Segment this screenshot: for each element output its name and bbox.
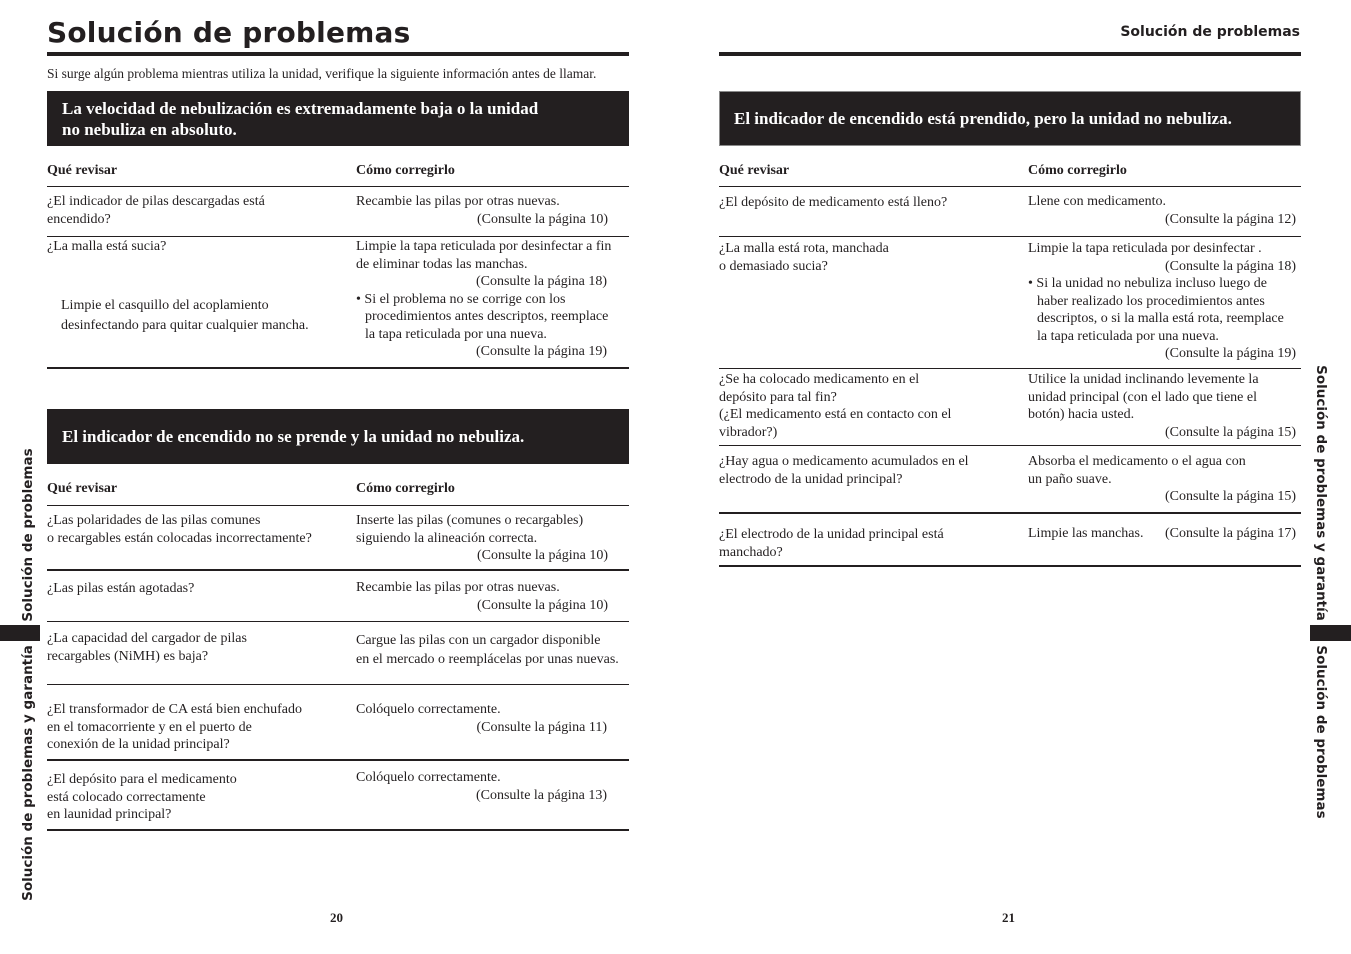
side-tab-marker <box>0 625 40 641</box>
section-banner-power-on-no-mist <box>719 91 1301 146</box>
table-divider <box>47 621 629 622</box>
check-text: ¿El transformador de CA está bien enchufado <box>47 702 303 717</box>
check-text: encendido? <box>47 211 111 227</box>
check-text: recargables (NiMH) es baja? <box>47 648 209 664</box>
fix-bullet-text: procedimientos antes descriptos, reemplace <box>365 309 609 324</box>
check-text: ¿La malla está sucia? <box>47 239 167 254</box>
table-row-check <box>47 512 347 547</box>
check-text: en launidad principal? <box>47 807 172 822</box>
page-reference: (Consulte la página 17) <box>1164 526 1296 541</box>
title-rule <box>47 52 629 56</box>
column-header-check: Qué revisar <box>47 481 118 496</box>
section-banner-nebulization-slow <box>47 91 629 146</box>
page-number: 21 <box>1002 910 1015 925</box>
page-number: 20 <box>330 910 343 925</box>
table-row-check <box>719 240 1019 275</box>
table-divider <box>719 186 1301 187</box>
table-row-fix <box>1028 525 1296 543</box>
banner-line: La velocidad de nebulización es extremadamente baja o la unidad <box>62 98 539 118</box>
check-text: depósito para tal fin? <box>719 389 837 405</box>
table-bottom-rule <box>47 829 629 831</box>
check-text: o recargables están colocadas incorrectamente? <box>47 530 312 546</box>
page-reference: (Consulte la página 10) <box>476 597 608 613</box>
page-reference: (Consulte la página 13) <box>475 787 607 803</box>
table-row-fix <box>356 701 607 736</box>
table-row-fix <box>356 769 607 804</box>
fix-bullet-text: • Si la unidad no nebuliza incluso luego de <box>1028 276 1267 291</box>
check-text: está colocado correctamente <box>47 789 206 805</box>
fix-text: siguiendo la alineación correcta. <box>356 530 538 546</box>
check-note-text: desinfectando para quitar cualquier mancha. <box>61 318 309 333</box>
fix-text: Limpie las manchas. <box>1028 526 1144 541</box>
fix-text: Utilice la unidad inclinando levemente la <box>1028 372 1259 387</box>
check-text: en el tomacorriente y en el puerto de <box>47 719 252 735</box>
column-header-fix: Cómo corregirlo <box>356 481 455 496</box>
check-text: ¿La malla está rota, manchada <box>719 241 889 256</box>
fix-text: Colóquelo correctamente. <box>356 702 501 717</box>
table-row-fix <box>356 512 608 565</box>
fix-text: en el mercado o reemplácelas por unas nuevas. <box>356 652 619 667</box>
check-text: ¿Hay agua o medicamento acumulados en el <box>719 454 969 469</box>
running-head: Solución de problemas <box>1120 24 1300 40</box>
check-text: manchado? <box>719 544 783 560</box>
table-divider <box>47 759 629 761</box>
check-text: ¿El depósito para el medicamento <box>47 772 237 787</box>
intro-text: Si surge algún problema mientras utiliza la unidad, verifique la siguiente información antes de llamar. <box>47 66 597 81</box>
table-divider <box>47 505 629 506</box>
fix-bullet-text: la tapa reticulada por una nueva. <box>1037 328 1219 344</box>
fix-text: Cargue las pilas con un cargador disponible <box>356 633 601 648</box>
table-divider <box>47 569 629 571</box>
banner-text: El indicador de encendido está prendido, pero la unidad no nebuliza. <box>734 109 1232 128</box>
side-tab-label-lower: Solución de problemas <box>1313 645 1329 819</box>
page-reference: (Consulte la página 15) <box>1164 489 1296 504</box>
column-header-fix: Cómo corregirlo <box>356 163 455 178</box>
side-tab-marker <box>1310 625 1351 641</box>
side-tab-label-upper: Solución de problemas y garantía <box>1313 365 1329 621</box>
table-row-fix <box>356 238 618 361</box>
table-row-check <box>47 771 347 824</box>
page-reference: (Consulte la página 18) <box>475 274 607 289</box>
table-row-check <box>47 580 347 598</box>
fix-text: Recambie las pilas por otras nuevas. <box>356 580 560 595</box>
page-reference: (Consulte la página 10) <box>476 211 608 227</box>
banner-text: El indicador de encendido no se prende y la unidad no nebuliza. <box>62 427 525 446</box>
fix-text: unidad principal (con el lado que tiene el <box>1028 389 1257 405</box>
table-row-check <box>47 630 347 665</box>
table-row-check <box>47 193 337 228</box>
side-tab-label-lower: Solución de problemas y garantía <box>20 645 36 901</box>
column-header-check: Qué revisar <box>719 163 790 178</box>
table-row-fix <box>356 579 608 614</box>
table-bottom-rule <box>47 367 629 369</box>
fix-text: Recambie las pilas por otras nuevas. <box>356 194 560 209</box>
fix-bullet-text: la tapa reticulada por una nueva. <box>365 326 547 342</box>
fix-bullet-text: descriptos, o si la malla está rota, reemplace <box>1037 311 1284 326</box>
fix-text: un paño suave. <box>1028 471 1112 487</box>
page-reference: (Consulte la página 11) <box>476 719 607 735</box>
table-row-check <box>719 371 1019 441</box>
table-row-check <box>719 453 1019 488</box>
table-divider <box>47 186 629 187</box>
check-text: vibrador?) <box>719 424 778 440</box>
check-text: electrodo de la unidad principal? <box>719 471 903 487</box>
page-reference: (Consulte la página 15) <box>1164 424 1296 440</box>
table-row-fix <box>1028 371 1296 441</box>
table-row-fix <box>356 631 629 669</box>
check-text: ¿El indicador de pilas descargadas está <box>47 194 265 209</box>
page-reference: (Consulte la página 19) <box>475 344 607 359</box>
page-reference: (Consulte la página 18) <box>1164 258 1296 274</box>
table-row-fix <box>1028 240 1296 363</box>
check-text: ¿Se ha colocado medicamento en el <box>719 372 920 387</box>
check-text: ¿Las polaridades de las pilas comunes <box>47 513 261 528</box>
check-text: conexión de la unidad principal? <box>47 737 230 752</box>
fix-text: Colóquelo correctamente. <box>356 770 501 785</box>
check-text: ¿Las pilas están agotadas? <box>47 581 195 596</box>
table-bottom-rule <box>719 565 1301 567</box>
table-row-check <box>47 701 347 754</box>
check-text: (¿El medicamento está en contacto con el <box>719 407 952 422</box>
check-text: ¿El depósito de medicamento está lleno? <box>719 195 948 210</box>
fix-text: Llene con medicamento. <box>1028 194 1166 209</box>
page-reference: (Consulte la página 19) <box>1164 346 1296 361</box>
page-title: Solución de problemas <box>47 16 411 49</box>
page-reference: (Consulte la página 12) <box>1164 211 1296 227</box>
fix-bullet-text: • Si el problema no se corrige con los <box>356 291 566 307</box>
fix-text: botón) hacia usted. <box>1028 407 1135 422</box>
table-row-check <box>719 194 1019 212</box>
fix-bullet-text: haber realizado los procedimientos antes <box>1037 293 1265 309</box>
table-row-fix <box>1028 453 1296 506</box>
table-row-check <box>47 238 337 256</box>
table-row-check <box>719 526 1019 561</box>
title-rule <box>719 52 1301 56</box>
table-divider <box>719 512 1301 514</box>
check-text: ¿La capacidad del cargador de pilas <box>47 631 247 646</box>
fix-text: Limpie la tapa reticulada por desinfectar a fin <box>356 239 612 254</box>
table-divider <box>719 445 1301 446</box>
page-reference: (Consulte la página 10) <box>476 548 608 563</box>
fix-text: Inserte las pilas (comunes o recargables) <box>356 513 584 528</box>
table-divider <box>47 684 629 685</box>
table-divider <box>719 236 1301 237</box>
column-header-check: Qué revisar <box>47 163 118 178</box>
table-divider <box>47 236 629 237</box>
side-tab-label-upper: Solución de problemas <box>20 448 36 622</box>
table-row-check-note <box>61 296 351 336</box>
fix-text: Limpie la tapa reticulada por desinfectar . <box>1028 241 1262 256</box>
fix-text: de eliminar todas las manchas. <box>356 256 528 272</box>
table-row-fix <box>1028 193 1296 228</box>
banner-line: no nebuliza en absoluto. <box>62 119 237 139</box>
column-header-fix: Cómo corregirlo <box>1028 163 1127 178</box>
check-text: o demasiado sucia? <box>719 258 828 274</box>
check-text: ¿El electrodo de la unidad principal está <box>719 527 944 542</box>
table-row-fix <box>356 193 608 228</box>
table-divider <box>719 368 1301 369</box>
fix-text: Absorba el medicamento o el agua con <box>1028 454 1246 469</box>
section-banner-power-off <box>47 409 629 464</box>
check-note-text: Limpie el casquillo del acoplamiento <box>61 298 269 313</box>
